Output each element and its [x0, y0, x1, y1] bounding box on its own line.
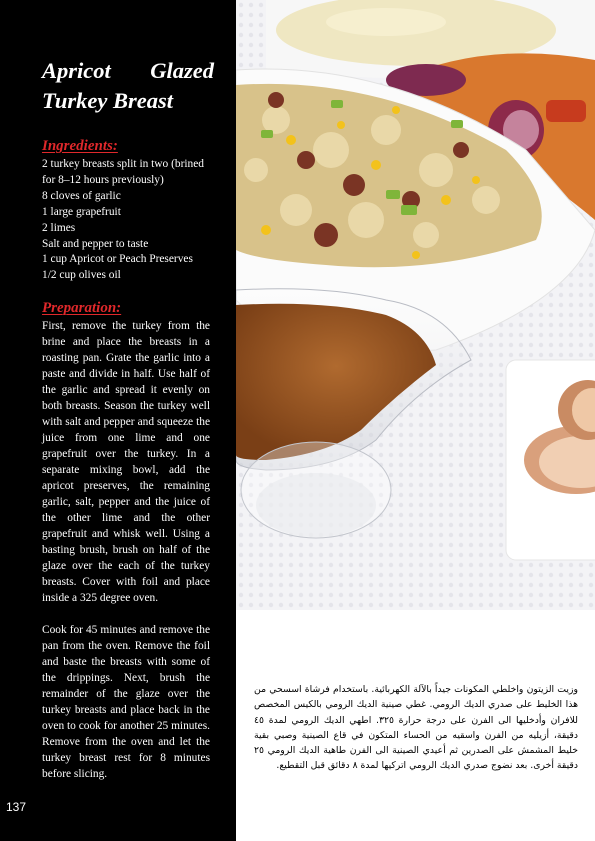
ingredient-item: Salt and pepper to taste	[42, 237, 149, 250]
preparation-paragraph-2: Cook for 45 minutes and remove the pan from the oven. Remove the foil and baste the breasts with some of the drippings. Next, brush the remainder of the glaze over the turkey breasts and place back in the oven to cook for another 25 minutes. Remove from the oven and let the turkey breast rest for 8 minutes before slicing.	[42, 624, 210, 780]
food-photo	[236, 0, 595, 610]
title-word-glazed: Glazed	[150, 58, 214, 83]
ingredient-item: 1 large grapefruit	[42, 205, 121, 218]
ingredient-item: 8 cloves of garlic	[42, 189, 121, 202]
preparation-heading: Preparation:	[42, 300, 122, 316]
ingredient-item: 1 cup Apricot or Peach Preserves	[42, 253, 193, 266]
arabic-instructions: وزيت الزيتون واخلطي المكونات جيداً بالآلة الكهربائية. باستخدام فرشاة اسسحي من هذا الخليط على صدري الديك الرومي. غطي صينية الديك الرومي بالكيس المخصص للافران وأدخليها الى الفرن على درجة حرارة ٣٢٥. اطهي الديك الرومي لمدة ٤٥ دقيقة، أزيليه من الفرن واسقيه من الحساء المتكون في قاع الصينية وصبي بقية خليط المشمش على الصدرين ثم أعيدي الصينية الى الفرن طاهية الديك الرومي ٢٥ دقيقة أخرى. بعد نضوج صدري الديك الرومي اتركيها لمدة ٨ دقائق قبل التقطيع.	[254, 684, 578, 772]
title-line-2: Turkey Breast	[42, 88, 174, 113]
ingredient-item: for 8–12 hours previously)	[42, 173, 164, 186]
ingredient-item: 1/2 cup olives oil	[42, 269, 121, 282]
page-number: 137	[6, 800, 27, 814]
preparation-paragraph-1: First, remove the turkey from the brine and place the breasts in a roasting pan. Grate the garlic into a paste and divide in half. Use half of the garlic and spread it evenly on both breasts. Season the turkey well with salt and pepper and squeeze the juice from one lime and one grapefruit over the turkey. In a separate mixing bowl, add the apricot preserves, the remaining garlic, salt, pepper and the juice of the other lime and the other grapefruit and whisk well. Using a basting brush, brush on half of the glaze over the each of the turkey breasts. Cover with foil and place inside a 325 degree oven.	[42, 320, 210, 604]
ingredient-item: 2 limes	[42, 221, 76, 234]
title-word-apricot: Apricot	[42, 58, 111, 83]
ingredients-list	[42, 157, 214, 284]
recipe-title	[42, 56, 214, 116]
recipe-sidebar	[0, 0, 236, 841]
ingredients-heading: Ingredients:	[42, 138, 118, 154]
ingredient-item: 2 turkey breasts split in two (brined	[42, 158, 204, 170]
title-line-1	[42, 56, 214, 86]
